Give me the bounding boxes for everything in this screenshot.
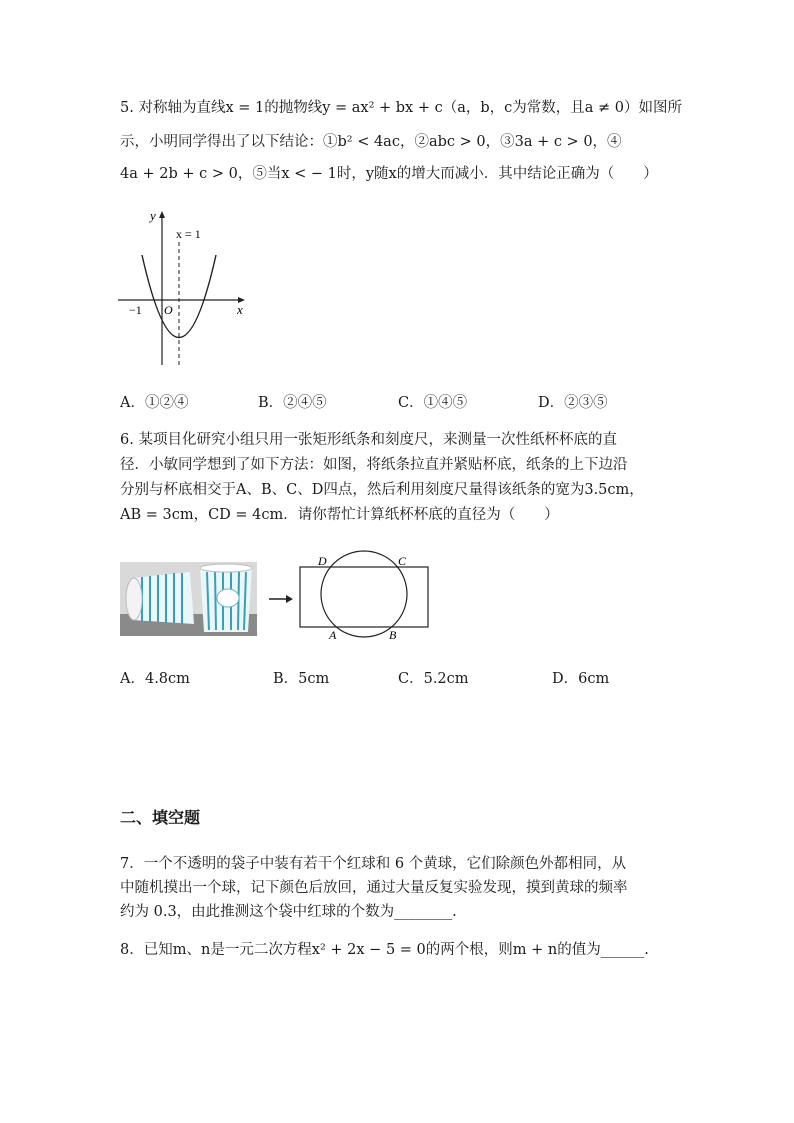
q7-text-line-2: 中随机摸出一个球，记下颜色后放回，通过大量反复实验发现，摸到黄球的频率 (120, 880, 628, 896)
upright-cup-icon (200, 564, 252, 632)
label-a: A (329, 628, 337, 642)
q6-text-line-1: 6. 某项目化研究小组只用一张矩形纸条和刻度尺，来测量一次性纸杯杯底的直 (120, 432, 617, 448)
q5-choice-d: D．②③⑤ (538, 395, 608, 411)
paper-strip (300, 567, 428, 627)
label-c: C (398, 554, 407, 568)
y-axis-arrow (159, 211, 165, 218)
neg-one-label: −1 (129, 303, 142, 317)
q6-choice-a: A．4.8cm (120, 671, 190, 687)
q5-choice-a: A．①②④ (120, 395, 189, 411)
q8-text-line-1: 8．已知m、n是一元二次方程x² + 2x − 5 = 0的两个根，则m + n的值为______. (120, 942, 649, 958)
parabola-graph (112, 200, 252, 370)
paper-cup-photo (120, 562, 257, 636)
q6-text-line-4: AB = 3cm，CD = 4cm．请你帮忙计算纸杯杯底的直径为（ ） (120, 507, 559, 523)
right-arrow-icon (268, 592, 294, 606)
q7-text-line-1: 7．一个不透明的袋子中装有若干个红球和 6 个黄球，它们除颜色外都相同，从 (120, 856, 627, 872)
x-axis-label: x (237, 302, 243, 317)
q5-choice-c: C．①④⑤ (398, 395, 468, 411)
section-title: 二、填空题 (120, 808, 201, 827)
q6-text-line-3: 分别与杯底相交于A、B、C、D四点，然后利用刻度尺量得该纸条的宽为3.5cm， (120, 482, 644, 498)
parabola-curve (142, 255, 216, 338)
q6-choice-b: B．5cm (273, 671, 330, 687)
cup-bottom-circle (321, 551, 407, 637)
q5-text-line-1: 5. 对称轴为直线x = 1的抛物线y = ax² + bx + c（a，b，c为常数，且a ≠ 0）如图所 (120, 100, 683, 116)
label-d: D (318, 554, 327, 568)
q7-text-line-3: 约为 0.3，由此推测这个袋中红球的个数为________. (120, 904, 457, 920)
lying-cup-icon (126, 572, 194, 624)
q6-choice-c: C．5.2cm (398, 671, 469, 687)
strip-circle-figure (292, 548, 434, 644)
label-b: B (389, 628, 397, 642)
symmetry-label: x = 1 (176, 227, 201, 241)
q5-choice-b: B．②④⑤ (258, 395, 327, 411)
origin-label: O (164, 303, 173, 317)
q6-choice-d: D．6cm (552, 671, 610, 687)
y-axis-label: y (150, 208, 156, 223)
q6-text-line-2: 径．小敏同学想到了如下方法：如图，将纸条拉直并紧贴杯底，纸条的上下边沿 (120, 457, 628, 473)
q5-text-line-2: 示，小明同学得出了以下结论：①b² < 4ac，②abc > 0，③3a + c > 0，④ (120, 134, 622, 150)
q5-text-line-3: 4a + 2b + c > 0，⑤当x < − 1时，y随x的增大而减小．其中结论正确为（ ） (120, 166, 658, 182)
